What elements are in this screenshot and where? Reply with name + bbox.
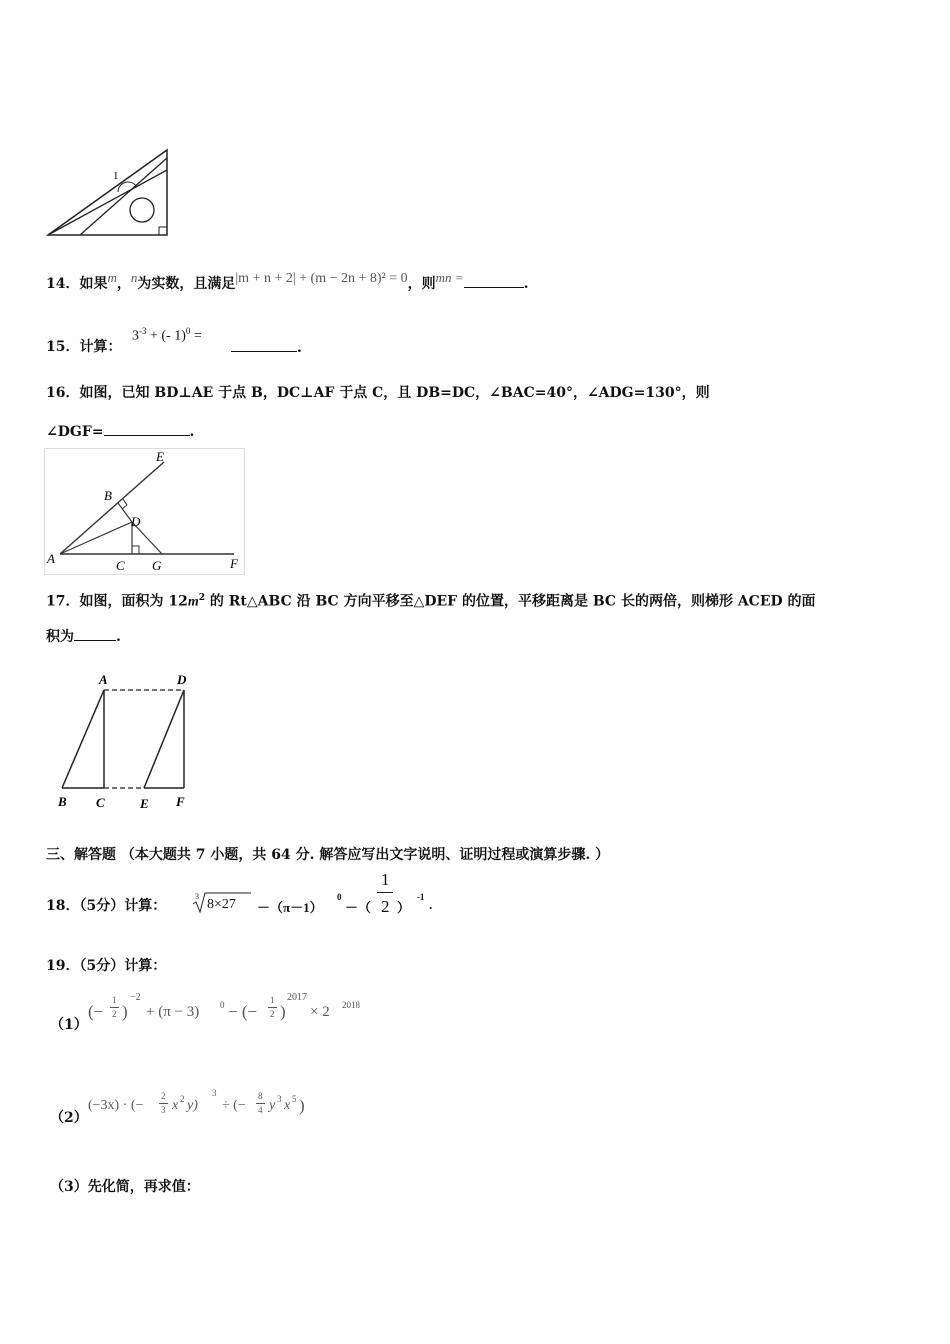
q16-line-2	[46, 422, 194, 441]
q17-end: .	[116, 629, 121, 645]
p1-f2-bar	[268, 1007, 277, 1008]
q15-exp2: 0	[185, 326, 191, 336]
q15-eq: =	[193, 328, 202, 344]
p1-e4: 2018	[342, 1000, 360, 1010]
label-E: E	[140, 796, 149, 811]
label-B: B	[104, 488, 112, 503]
q18-frac-bar	[377, 892, 393, 893]
p2-y: y)	[187, 1098, 198, 1113]
right-angle-mark-B	[122, 499, 127, 509]
p1-f1-num: 1	[112, 995, 117, 1005]
p1-close: )	[122, 1002, 128, 1021]
q15-exp: -3	[139, 326, 147, 336]
q19-number: 19．	[46, 958, 80, 974]
q15-number: 15．	[46, 339, 80, 355]
q14-text-1: 如果	[79, 276, 108, 292]
p1-f2-num: 1	[270, 995, 275, 1005]
label-C: C	[116, 558, 125, 573]
q18-label: （5分）计算：	[79, 898, 167, 914]
p2-f1-num: 2	[161, 1091, 166, 1101]
p2-x2: x	[284, 1098, 291, 1113]
label-E: E	[156, 449, 164, 464]
p2-t4: ÷ (−	[222, 1098, 246, 1113]
p1-t4: − (−	[228, 1002, 258, 1021]
p2-close: )	[299, 1096, 305, 1115]
section-3-heading: 三、解答题 （本大题共 7 小题，共 64 分. 解答应写出文字说明、证明过程或演算步骤. ）	[46, 847, 610, 863]
p2-t1: (−3x) · (−	[88, 1098, 144, 1113]
question-19	[46, 957, 166, 975]
triangle-figure-13	[40, 140, 180, 245]
q18-radicand: 8×27	[207, 897, 236, 912]
q18-frac-num: 1	[381, 870, 390, 889]
q17-number: 17．	[46, 593, 80, 610]
label-F: F	[230, 556, 238, 571]
p2-e2: 3	[212, 1088, 217, 1098]
q16-number: 16．	[46, 385, 80, 401]
q19-part-2-expression	[88, 1090, 348, 1130]
q19-part-3: （3）先化简，再求值：	[50, 1179, 200, 1195]
q19-part-2-label: （2）	[50, 1110, 88, 1126]
p2-x: x	[172, 1098, 179, 1113]
q18-end: .	[429, 897, 433, 912]
p1-f1-bar	[110, 1007, 119, 1008]
side-AB	[62, 690, 104, 788]
p2-f2-bar	[256, 1103, 265, 1104]
q18-frac-den: 2	[381, 897, 390, 916]
q18-number: 18．	[46, 898, 80, 914]
question-17	[46, 589, 816, 612]
label-A: A	[47, 551, 55, 566]
p2-f1-den: 3	[161, 1105, 166, 1115]
q14-text-2: 为实数，且满足	[137, 276, 236, 292]
q14-end: .	[523, 276, 529, 292]
trapezoid-figure-17	[54, 672, 204, 814]
p1-t3: + (π − 3)	[146, 1004, 200, 1020]
q15-mid: + (- 1)	[150, 328, 186, 344]
q15-label: 计算：	[79, 339, 122, 355]
q18-expression	[191, 870, 451, 920]
q17-line-1a: 如图，面积为 12	[79, 593, 188, 610]
p1-e2: 0	[220, 1000, 225, 1010]
q14-answer-blank[interactable]	[464, 274, 524, 288]
q16-end: .	[189, 424, 195, 440]
p2-e1: 2	[180, 1094, 185, 1104]
label-B: B	[58, 794, 67, 809]
label-D: D	[131, 514, 141, 529]
q14-text-3: ，则	[407, 276, 436, 292]
circle-shape	[130, 198, 154, 222]
p1-f1-den: 2	[112, 1009, 117, 1019]
q17-line-1b: 的 Rt△ABC 沿 BC 方向平移至△DEF 的位置，平移距离是 BC 长的两倍，则梯形 ACED 的面	[205, 593, 816, 610]
right-angle-mark	[159, 227, 167, 235]
q14-var-n: n	[130, 270, 138, 285]
p2-f2-num: 8	[258, 1091, 263, 1101]
q18-close: ）	[397, 900, 411, 915]
q19-part-1-label: （1）	[50, 1017, 88, 1033]
label-A: A	[99, 672, 108, 687]
segment-BD	[118, 503, 132, 522]
question-14	[46, 270, 529, 294]
question-18	[46, 897, 166, 915]
q19-label: （5分）计算：	[79, 958, 167, 974]
q16-answer-blank[interactable]	[104, 422, 190, 436]
p2-e3: 3	[277, 1094, 282, 1104]
q18-exp-neg1: -1	[417, 892, 425, 902]
transversal-line-2	[80, 158, 167, 235]
figure-16-border	[45, 449, 245, 575]
q17-answer-blank[interactable]	[74, 627, 116, 641]
q17-line-2	[46, 627, 121, 646]
q14-equation: |m + n + 2| + (m − 2n + 8)² = 0	[235, 271, 408, 286]
label-C: C	[96, 795, 105, 810]
q15-base: 3	[132, 328, 139, 344]
p1-f2-den: 2	[270, 1009, 275, 1019]
q18-mid: －（π－1）	[257, 900, 323, 915]
label-G: G	[152, 558, 162, 573]
transversal-line-1	[48, 170, 167, 235]
q15-end: .	[297, 340, 302, 356]
p1-t6: × 2	[310, 1004, 330, 1020]
p1-open: (−	[88, 1002, 104, 1021]
q17-unit-sup: 2	[198, 593, 205, 603]
p2-f1-bar	[159, 1103, 168, 1104]
q18-root-index: 3	[195, 892, 199, 901]
q16-line-1: 如图，已知 BD⊥AE 于点 B，DC⊥AF 于点 C，且 DB=DC，∠BAC=40°，∠ADG=130°，则	[79, 385, 710, 401]
q17-unit-m: m	[187, 594, 199, 610]
p2-y2: y	[269, 1098, 276, 1113]
q18-mid2: －（	[345, 900, 372, 915]
q19-part-1-expression	[88, 994, 388, 1034]
label-F: F	[176, 794, 185, 809]
q17-line-2-text: 积为	[46, 629, 74, 645]
p1-e3: 2017	[287, 992, 307, 1003]
q18-exp0: 0	[337, 892, 342, 902]
right-triangle	[48, 150, 167, 235]
p2-e4: 5	[292, 1094, 297, 1104]
segment-AD	[60, 522, 132, 554]
angle-label-1: 1	[113, 170, 119, 182]
question-16	[46, 384, 710, 402]
q15-answer-line	[231, 338, 302, 357]
q15-answer-blank[interactable]	[231, 338, 297, 352]
p1-close2: )	[280, 1002, 286, 1021]
q14-mn: mn =	[435, 270, 464, 285]
right-angle-mark-C	[132, 546, 139, 554]
question-15	[46, 338, 121, 356]
q14-number: 14．	[46, 276, 80, 292]
label-D: D	[177, 672, 187, 687]
q15-expression	[132, 326, 202, 345]
geometry-figure-16	[44, 448, 246, 576]
q16-angle-dgf: ∠DGF=	[46, 424, 104, 440]
p1-e1: −2	[130, 992, 141, 1003]
q14-comma: ，	[116, 276, 131, 292]
p2-f2-den: 4	[258, 1105, 263, 1115]
side-DE	[144, 690, 184, 788]
q14-var-m: m	[107, 270, 117, 285]
